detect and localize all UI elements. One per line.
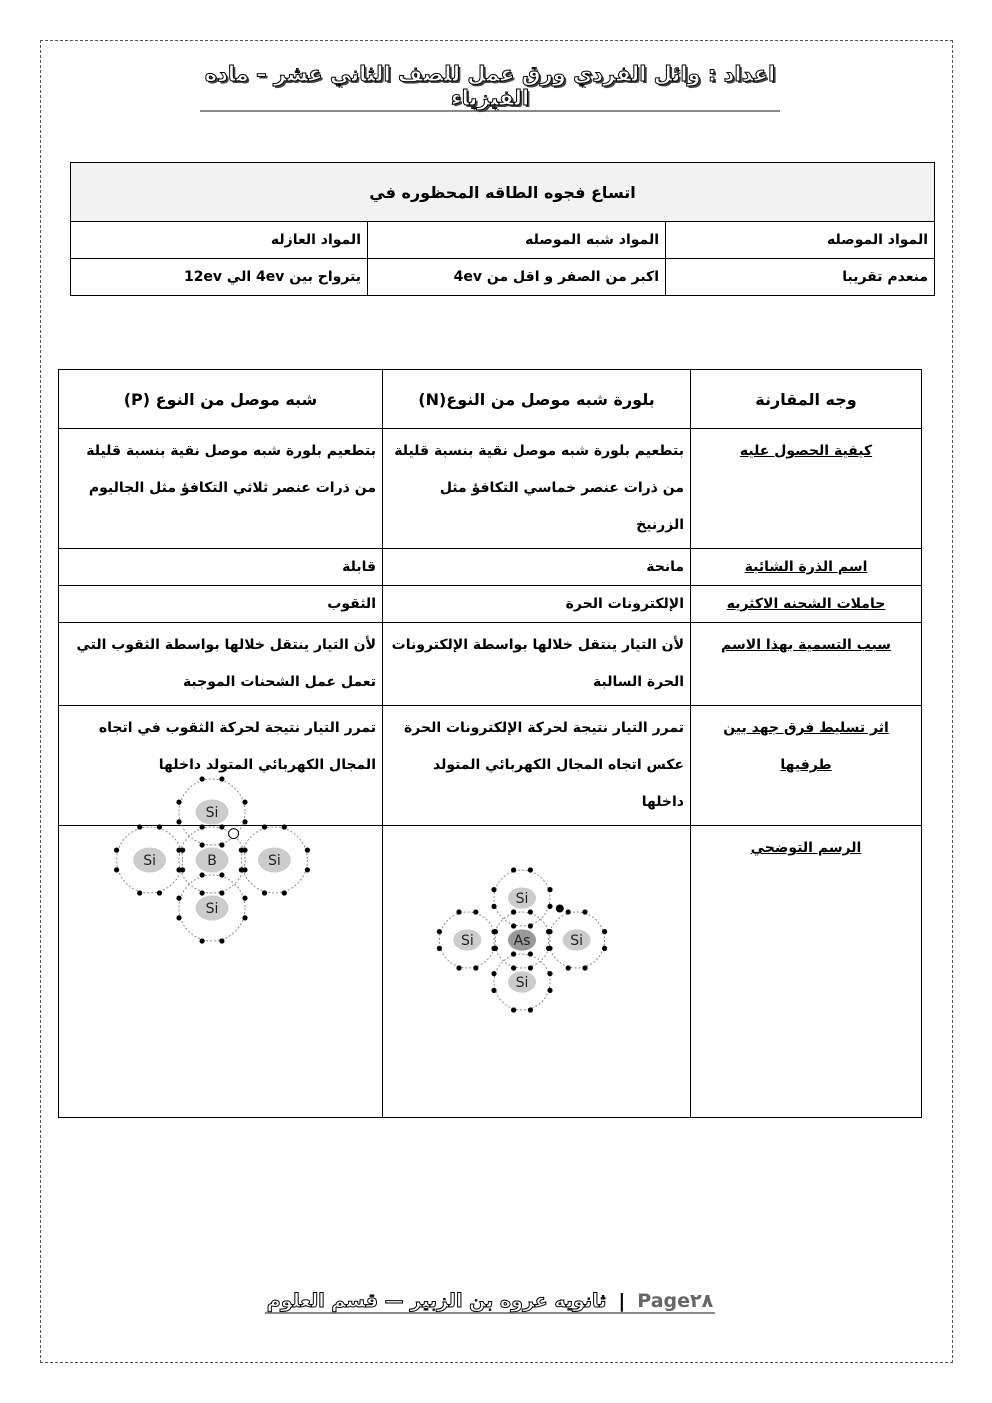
- row-label: اسم الذرة الشائبة: [691, 549, 922, 586]
- electron-dot: [602, 946, 607, 951]
- cell-n: بتطعيم بلورة شبه موصل نقية بنسبة قليلة من ذرات عنصر خماسي التكافؤ مثل الزرنيخ: [383, 429, 691, 549]
- electron-dot: [242, 819, 247, 824]
- electron-dot: [137, 824, 142, 829]
- footer-separator: |: [618, 1290, 626, 1312]
- electron-dot: [511, 923, 516, 928]
- electron-dot: [473, 909, 478, 914]
- cell-p: لأن التيار ينتقل خلالها بواسطة الثقوب التي تعمل عمل الشحنات الموجبة: [59, 623, 383, 706]
- cell-p: الثقوب: [59, 586, 383, 623]
- electron-dot: [491, 887, 496, 892]
- electron-dot: [528, 909, 533, 914]
- header-p-type: شبه موصل من النوع (P): [59, 370, 383, 429]
- electron-dot: [547, 971, 552, 976]
- electron-dot: [305, 848, 310, 853]
- cell: منعدم تقريبا: [666, 259, 935, 296]
- electron-dot: [437, 929, 442, 934]
- electron-dot: [176, 896, 181, 901]
- electron-dot: [114, 848, 119, 853]
- electron-dot: [180, 867, 185, 872]
- electron-dot: [114, 867, 119, 872]
- electron-dot: [176, 819, 181, 824]
- footer-school: ثانويه عروه بن الزبير — قسم العلوم: [266, 1290, 607, 1312]
- electron-dot: [582, 909, 587, 914]
- atom-label: Si: [515, 975, 529, 991]
- electron-dot: [200, 938, 205, 943]
- row-label: الرسم التوضحي: [691, 826, 922, 1118]
- electron-dot: [176, 800, 181, 805]
- electron-dot: [528, 965, 533, 970]
- electron-dot: [200, 872, 205, 877]
- electron-dot: [239, 848, 244, 853]
- electron-dot: [547, 887, 552, 892]
- electron-dot: [528, 923, 533, 928]
- cell: اكبر من الصفر و اقل من 4ev: [368, 259, 666, 296]
- extra-electron-dot: [556, 905, 564, 913]
- electron-dot: [282, 824, 287, 829]
- electron-dot: [437, 946, 442, 951]
- electron-dot: [456, 965, 461, 970]
- cell-p: بتطعيم بلورة شبه موصل نقية بنسبة قليلة من ذرات عنصر ثلاثي التكافؤ مثل الجاليوم: [59, 429, 383, 549]
- electron-dot: [157, 890, 162, 895]
- electron-dot: [511, 965, 516, 970]
- electron-dot: [282, 890, 287, 895]
- electron-dot: [200, 776, 205, 781]
- cell-p: قابلة: [59, 549, 383, 586]
- electron-dot: [491, 988, 496, 993]
- electron-dot: [511, 951, 516, 956]
- row-label: سبب التسمية بهذا الاسم: [691, 623, 922, 706]
- electron-dot: [511, 1007, 516, 1012]
- electron-dot: [491, 904, 496, 909]
- cell-p: تمرر التيار نتيجة لحركة الثقوب في اتجاه المجال الكهربائي المتولد داخلها: [59, 706, 383, 826]
- electron-dot: [242, 800, 247, 805]
- electron-dot: [180, 848, 185, 853]
- table-title: اتساع فجوه الطاقه المحظوره في: [71, 163, 935, 222]
- atom-label: Si: [268, 853, 281, 869]
- row-label: كيفية الحصول عليه: [691, 429, 922, 549]
- electron-dot: [200, 842, 205, 847]
- electron-dot: [305, 867, 310, 872]
- electron-dot: [219, 872, 224, 877]
- cell: يترواح بين 4ev الي 12ev: [71, 259, 368, 296]
- page-title: اعداد : وائل الفردي ورق عمل للصف الثاني عشر – ماده الفيزياء: [200, 62, 780, 112]
- electron-dot: [456, 909, 461, 914]
- electron-dot: [176, 915, 181, 920]
- electron-dot: [547, 904, 552, 909]
- electron-dot: [242, 896, 247, 901]
- electron-dot: [528, 1007, 533, 1012]
- electron-dot: [262, 890, 267, 895]
- row-label: حاملات الشحنه الاكثريه: [691, 586, 922, 623]
- electron-dot: [566, 909, 571, 914]
- electron-dot: [511, 909, 516, 914]
- cell-n: مانحة: [383, 549, 691, 586]
- electron-dot: [239, 867, 244, 872]
- electron-dot: [200, 824, 205, 829]
- electron-dot: [219, 890, 224, 895]
- electron-dot: [157, 824, 162, 829]
- electron-dot: [262, 824, 267, 829]
- cell-n: لأن التيار ينتقل خلالها بواسطة الإلكترونات الحرة السالبة: [383, 623, 691, 706]
- atom-label: Si: [570, 933, 583, 949]
- electron-dot: [491, 971, 496, 976]
- electron-dot: [473, 965, 478, 970]
- electron-dot: [219, 824, 224, 829]
- electron-dot: [546, 946, 551, 951]
- footer: [265, 1290, 715, 1314]
- atom-label: Si: [143, 853, 156, 869]
- row-label: اثر تسليط فرق جهد بين طرفيها: [691, 706, 922, 826]
- electron-dot: [137, 890, 142, 895]
- header-n-type: بلورة شبه موصل من النوع(N): [383, 370, 691, 429]
- column-insulators: المواد العازله: [71, 222, 368, 259]
- column-conductors: المواد الموصله: [666, 222, 935, 259]
- electron-dot: [493, 946, 498, 951]
- header-comparison: وجه المقارنة: [691, 370, 922, 429]
- atom-label: Si: [205, 805, 219, 821]
- electron-dot: [219, 842, 224, 847]
- electron-dot: [528, 951, 533, 956]
- electron-dot: [493, 929, 498, 934]
- electron-dot: [566, 965, 571, 970]
- atom-label: As: [513, 933, 531, 949]
- electron-dot: [528, 867, 533, 872]
- cell-n: تمرر التيار نتيجة لحركة الإلكترونات الحرة عكس اتجاه المجال الكهربائي المتولد داخلها: [383, 706, 691, 826]
- electron-dot: [582, 965, 587, 970]
- electron-dot: [511, 867, 516, 872]
- atom-label: Si: [205, 901, 219, 917]
- column-semiconductors: المواد شبه الموصله: [368, 222, 666, 259]
- electron-dot: [219, 776, 224, 781]
- electron-dot: [602, 929, 607, 934]
- atom-label: Si: [461, 933, 474, 949]
- page-number: Page٢٨: [637, 1290, 714, 1312]
- atom-label: Si: [515, 891, 529, 907]
- atom-label: B: [207, 853, 217, 869]
- hole-circle: [229, 829, 239, 839]
- cell-n: الإلكترونات الحرة: [383, 586, 691, 623]
- electron-dot: [242, 915, 247, 920]
- electron-dot: [219, 938, 224, 943]
- electron-dot: [200, 890, 205, 895]
- electron-dot: [547, 988, 552, 993]
- electron-dot: [546, 929, 551, 934]
